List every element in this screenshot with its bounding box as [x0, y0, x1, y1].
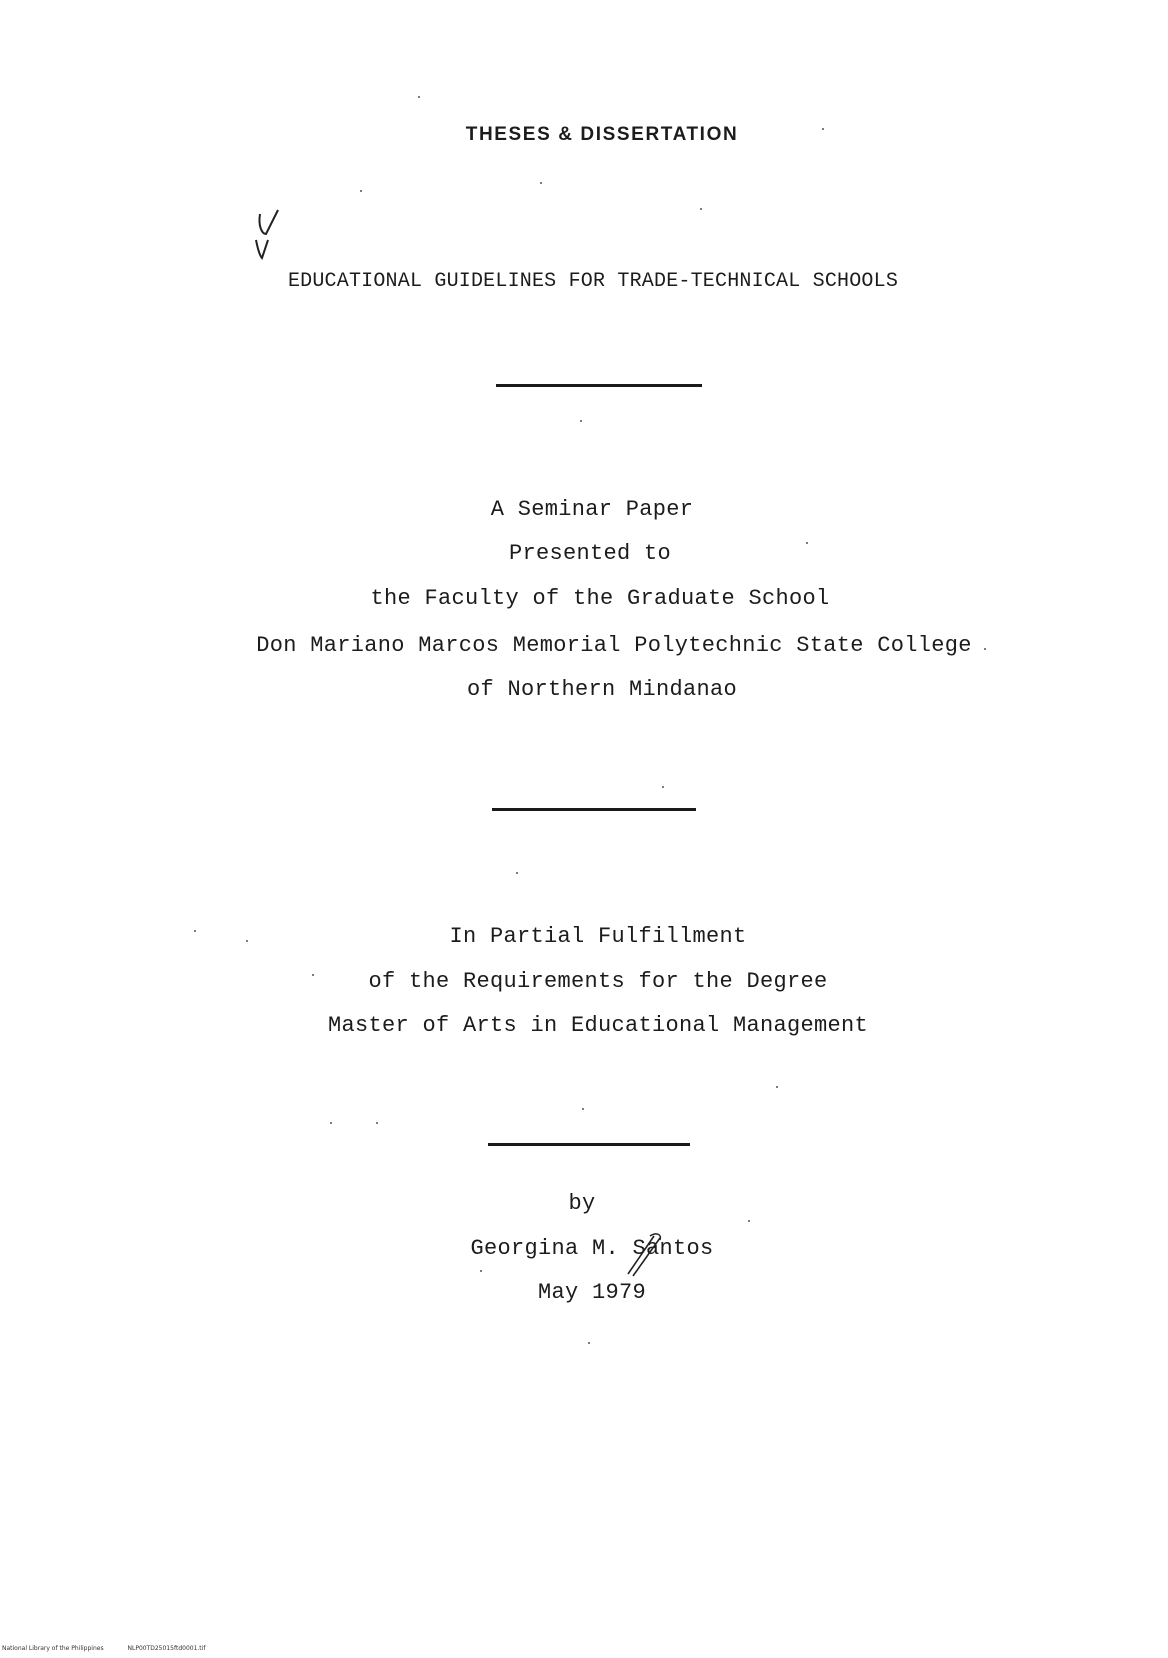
- author-initial-mark: [622, 1230, 666, 1280]
- scan-speck: [376, 1122, 378, 1124]
- divider-rule-2: [492, 808, 696, 811]
- scan-speck: [776, 1086, 778, 1088]
- scan-speck: [588, 1342, 590, 1344]
- scan-footer: [2, 1645, 227, 1652]
- scan-speck: [580, 420, 582, 422]
- footer-library: National Library of the Philippines: [2, 1645, 104, 1652]
- scan-speck: [806, 542, 808, 544]
- submission-line-1: A Seminar Paper: [490, 497, 694, 522]
- divider-rule-3: [488, 1143, 690, 1146]
- scan-speck: [360, 190, 362, 192]
- footer-file: NLP00TD25015ftd0001.tif: [127, 1645, 206, 1652]
- submission-line-2: Presented to: [508, 541, 672, 566]
- scan-speck: [194, 930, 196, 932]
- divider-rule-1: [496, 384, 702, 387]
- thesis-title: EDUCATIONAL GUIDELINES FOR TRADE-TECHNICAL SCHOOLS: [287, 270, 899, 293]
- byline-author: Georgina M. Santos: [470, 1236, 714, 1261]
- byline-date: May 1979: [537, 1280, 647, 1305]
- scan-speck: [984, 648, 986, 650]
- fulfillment-line-1: In Partial Fulfillment: [449, 924, 747, 949]
- fulfillment-line-3: Master of Arts in Educational Management: [327, 1013, 869, 1038]
- scan-speck: [480, 1270, 482, 1272]
- scan-speck: [748, 1220, 750, 1222]
- scan-speck: [822, 128, 824, 130]
- scan-speck: [418, 96, 420, 98]
- scan-speck: [516, 872, 518, 874]
- collection-header: THESES & DISSERTATION: [465, 124, 739, 145]
- scan-speck: [700, 208, 702, 210]
- submission-line-4: Don Mariano Marcos Memorial Polytechnic State College: [256, 633, 972, 658]
- scan-speck: [312, 974, 314, 976]
- scan-speck: [662, 786, 664, 788]
- scan-speck: [582, 1108, 584, 1110]
- handwritten-check-mark: [248, 206, 288, 266]
- fulfillment-line-2: of the Requirements for the Degree: [368, 969, 828, 994]
- submission-line-3: the Faculty of the Graduate School: [370, 586, 830, 611]
- scan-speck: [540, 182, 542, 184]
- scan-speck: [246, 940, 248, 942]
- scan-speck: [330, 1122, 332, 1124]
- byline-by: by: [568, 1191, 596, 1216]
- submission-line-5: of Northern Mindanao: [466, 677, 738, 702]
